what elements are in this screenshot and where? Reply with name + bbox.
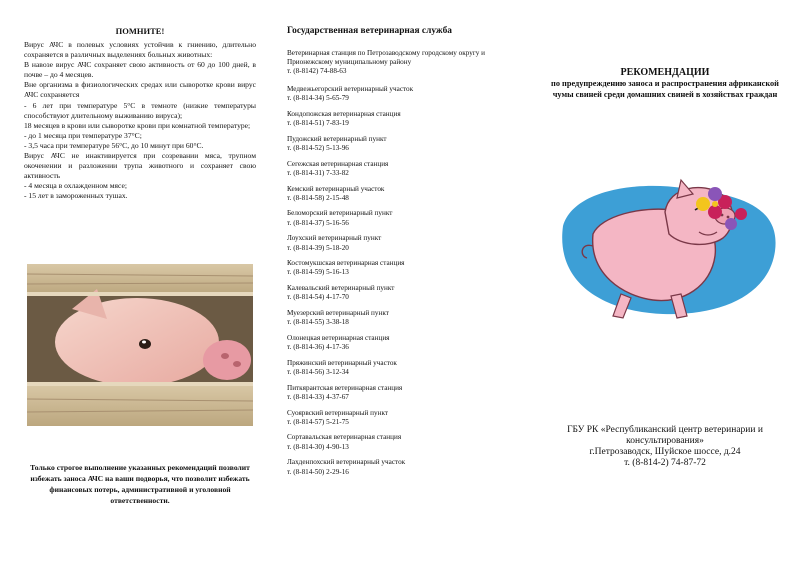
station-item <box>287 334 512 359</box>
stations-list <box>287 49 512 483</box>
organization-block <box>545 425 785 469</box>
station-item <box>287 384 512 409</box>
station-phone: т. (8-814-30) 4-90-13 <box>287 442 349 451</box>
memo-paragraph: Вне организма в физиологических средах или сыворотке крови вирус АЧС сохраняется <box>24 80 256 100</box>
station-phone: т. (8-814-36) 4-17-36 <box>287 343 349 352</box>
station-phone: т. (8-814-50) 2-29-16 <box>287 467 349 476</box>
station-phone: т. (8-814-37) 5-16-56 <box>287 218 349 227</box>
station-name: Калевальский ветеринарный пункт <box>287 284 395 293</box>
station-name: Пряжинский ветеринарный участок <box>287 358 397 367</box>
organization-name: ГБУ РК «Республиканский центр ветеринарии и консультирования» <box>567 425 763 446</box>
station-phone: т. (8-814-54) 4-17-70 <box>287 293 349 302</box>
memo-paragraph: - 3,5 часа при температуре 56°С, до 10 минут при 60°С. <box>24 140 204 150</box>
station-item <box>287 234 512 259</box>
vet-service-title: Государственная ветеринарная служба <box>287 26 452 36</box>
recommendations-block <box>545 67 785 100</box>
station-phone: т. (8-814-56) 3-12-34 <box>287 368 349 376</box>
memo-paragraph: - 6 лет при температуре 5°С в темноте (низкие температуры способствуют длительному выживанию вируса); <box>24 100 256 120</box>
memo-paragraph: В навозе вирус АЧС сохраняет свою активность от 60 до 100 дней, в почве – до 4 месяцев. <box>24 60 256 80</box>
station-item <box>287 110 512 135</box>
station-phone: т. (8-814-55) 3-38-18 <box>287 318 349 327</box>
station-phone: т. (8-814-59) 5-16-13 <box>287 268 349 277</box>
station-item <box>287 409 512 434</box>
station-name: Пудожский ветеринарный пункт <box>287 134 387 143</box>
station-phone: т. (8-8142) 74-88-63 <box>287 67 347 76</box>
station-item <box>287 309 512 334</box>
station-item <box>287 185 512 210</box>
organization-address: г.Петрозаводск, Шуйское шоссе, д.24 <box>589 447 741 457</box>
station-item <box>287 259 512 284</box>
station-name: Беломорский ветеринарный пункт <box>287 209 393 218</box>
station-phone: т. (8-814-31) 7-33-82 <box>287 168 349 177</box>
remember-heading: ПОМНИТЕ! <box>115 26 165 36</box>
memo-paragraph: Вирус АЧС в полевых условиях устойчив к гниению, длительно сохраняется в различных выделениях больных животных: <box>24 40 256 60</box>
station-name: Сегежская ветеринарная станция <box>287 159 389 168</box>
station-item <box>287 160 512 185</box>
station-name: Кондопожская ветеринарная станция <box>287 109 401 118</box>
recommendations-title: РЕКОМЕНДАЦИИ <box>620 67 710 78</box>
memo-paragraph: - 15 лет в замороженных тушах. <box>24 191 128 201</box>
station-item <box>287 209 512 234</box>
station-item <box>287 284 512 309</box>
organization-phone: т. (8-814-2) 74-87-72 <box>624 458 706 468</box>
station-name: Питкярантская ветеринарная станция <box>287 383 403 392</box>
station-phone: т. (8-814-39) 5-18-20 <box>287 243 349 252</box>
station-item <box>287 135 512 160</box>
station-item <box>287 458 512 483</box>
station-name: Лахденпохский ветеринарный участок <box>287 458 406 467</box>
station-item <box>287 49 512 85</box>
station-name: Костомукшская ветеринарная станция <box>287 259 405 268</box>
station-name: Медвежьегорский ветеринарный участок <box>287 85 414 93</box>
memo-paragraph: Вирус АЧС не инактивируется при созревании мяса, трупном окоченении и разложении трупа животного и сохраняет свою активность <box>24 151 256 181</box>
station-name: Муезерский ветеринарный пункт <box>287 309 389 318</box>
station-phone: т. (8-814-57) 5-21-75 <box>287 417 349 426</box>
station-phone: т. (8-814-51) 7-83-19 <box>287 119 349 128</box>
memo-paragraph: - 4 месяца в охлажденном мясе; <box>24 181 127 191</box>
memo-paragraph: - до 1 месяца при температуре 37°С; <box>24 130 142 140</box>
station-name: Ветеринарная станция по Петрозаводскому городскому округу и Прионежскому муниципальному району <box>287 49 486 67</box>
station-phone: т. (8-814-33) 4-37-67 <box>287 392 349 401</box>
station-item <box>287 433 512 458</box>
station-item <box>287 85 512 110</box>
station-name: Кемский ветеринарный участок <box>287 184 385 193</box>
station-name: Сортавальская ветеринарная станция <box>287 433 402 442</box>
station-phone: т. (8-814-58) 2-15-48 <box>287 193 349 202</box>
station-name: Лоухский ветеринарный пункт <box>287 234 382 243</box>
cartoon-pig-illustration <box>553 176 783 326</box>
memo-text <box>24 40 256 202</box>
station-item <box>287 359 512 384</box>
station-name: Суоярвский ветеринарный пункт <box>287 408 388 417</box>
recommendations-subtitle: по предупреждению заноса и распространения африканской чумы свиней среди домашних свиней в хозяйствах граждан <box>551 79 779 99</box>
station-name: Олонецкая ветеринарная станция <box>287 333 390 342</box>
memo-paragraph: 18 месяцев в крови или сыворотке крови при комнатной температуре; <box>24 120 251 130</box>
station-phone: т. (8-814-52) 5-13-96 <box>287 143 349 152</box>
footer-note: Только строгое выполнение указанных рекомендаций позволит избежать заноса АЧС на ваши подворья, что позволит избежать финансовых потерь, административной и уголовной ответственности. <box>30 463 250 505</box>
piglet-photo <box>27 264 253 426</box>
station-phone: т. (8-814-34) 5-65-79 <box>287 94 349 103</box>
